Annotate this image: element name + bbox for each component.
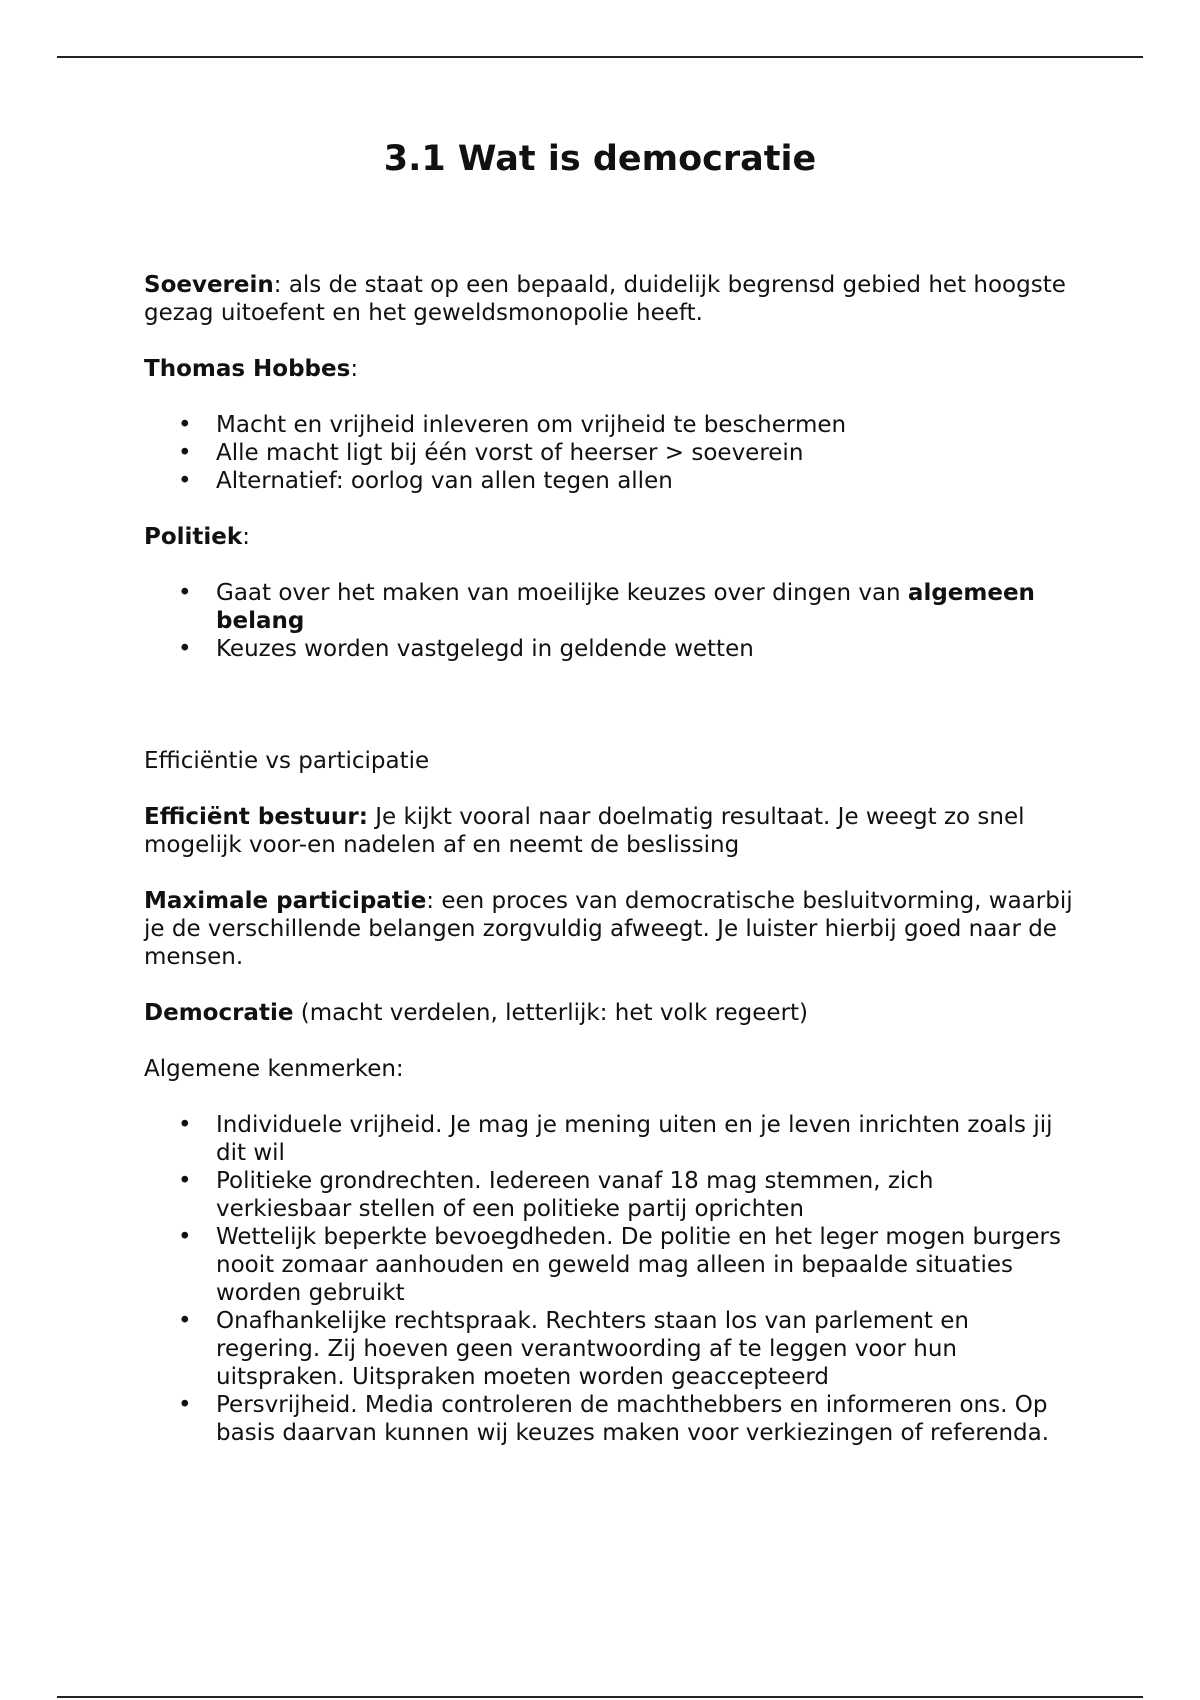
bottom-rule <box>57 1696 1143 1698</box>
list-item: • Individuele vrijheid. Je mag je mening uiten en je leven inrichten zoals jij dit wil <box>216 1111 1074 1167</box>
list-item: • Politieke grondrechten. Iedereen vanaf 18 mag stemmen, zich verkiesbaar stellen of een politieke partij oprichten <box>216 1167 1074 1223</box>
section-spacer <box>144 691 1074 747</box>
kenmerken-heading: Algemene kenmerken: <box>144 1056 404 1082</box>
politiek-colon: : <box>242 524 250 550</box>
participatie-term: Maximale participatie <box>144 888 427 914</box>
participatie-paragraph <box>144 887 1074 971</box>
document-body <box>144 271 1074 1475</box>
efficient-definition: Je kijkt vooral naar doelmatig resultaat. Je weegt zo snel mogelijk voor-en nadelen af en neemt de beslissing <box>144 804 1025 858</box>
soeverein-term: Soeverein <box>144 272 274 298</box>
list-item: • Macht en vrijheid inleveren om vrijheid te beschermen <box>216 411 1074 439</box>
hobbes-list <box>144 411 1074 495</box>
page-title: 3.1 Wat is democratie <box>383 139 817 179</box>
soeverein-definition: : als de staat op een bepaald, duidelijk begrensd gebied het hoogste gezag uitoefent en het geweldsmonopolie heeft. <box>144 272 1066 326</box>
list-item: • Persvrijheid. Media controleren de machthebbers en informeren ons. Op basis daarvan kunnen wij keuzes maken voor verkiezingen of referenda. <box>216 1391 1074 1447</box>
participatie-definition: : een proces van democratische besluitvorming, waarbij je de verschillende belangen zorgvuldig afweegt. Je luister hierbij goed naar de mensen. <box>144 888 1073 970</box>
efficient-paragraph <box>144 803 1074 859</box>
politiek-term: Politiek <box>144 524 243 550</box>
politiek-list <box>144 579 1074 663</box>
hobbes-colon: : <box>350 356 359 382</box>
efficient-term: Efficiënt bestuur: <box>144 804 368 830</box>
list-item: • Keuzes worden vastgelegd in geldende wetten <box>216 635 1074 663</box>
list-item: • Alle macht ligt bij één vorst of heerser > soeverein <box>216 439 1074 467</box>
politiek-item-text: Gaat over het maken van moeilijke keuzes over dingen van <box>216 580 908 606</box>
efficientie-heading: Efficiëntie vs participatie <box>144 748 430 774</box>
list-item: • Wettelijk beperkte bevoegdheden. De politie en het leger mogen burgers nooit zomaar aanhouden en geweld mag alleen in bepaalde situaties worden gebruikt <box>216 1223 1074 1307</box>
democratie-term: Democratie <box>144 1000 294 1026</box>
top-rule <box>57 56 1143 58</box>
politiek-item-bold: algemeen belang <box>216 580 1035 634</box>
kenmerken-list <box>144 1111 1074 1447</box>
list-item <box>216 579 1074 635</box>
hobbes-term: Thomas Hobbes <box>144 356 351 382</box>
list-item: • Onafhankelijke rechtspraak. Rechters staan los van parlement en regering. Zij hoeven geen verantwoording af te leggen voor hun uitspraken. Uitspraken moeten worden geaccepteerd <box>216 1307 1074 1391</box>
politiek-heading <box>144 523 1074 551</box>
soeverein-paragraph <box>144 271 1074 327</box>
hobbes-heading <box>144 355 1074 383</box>
democratie-paragraph <box>144 999 1074 1027</box>
democratie-definition: (macht verdelen, letterlijk: het volk regeert) <box>293 1000 809 1026</box>
list-item: • Alternatief: oorlog van allen tegen allen <box>216 467 1074 495</box>
